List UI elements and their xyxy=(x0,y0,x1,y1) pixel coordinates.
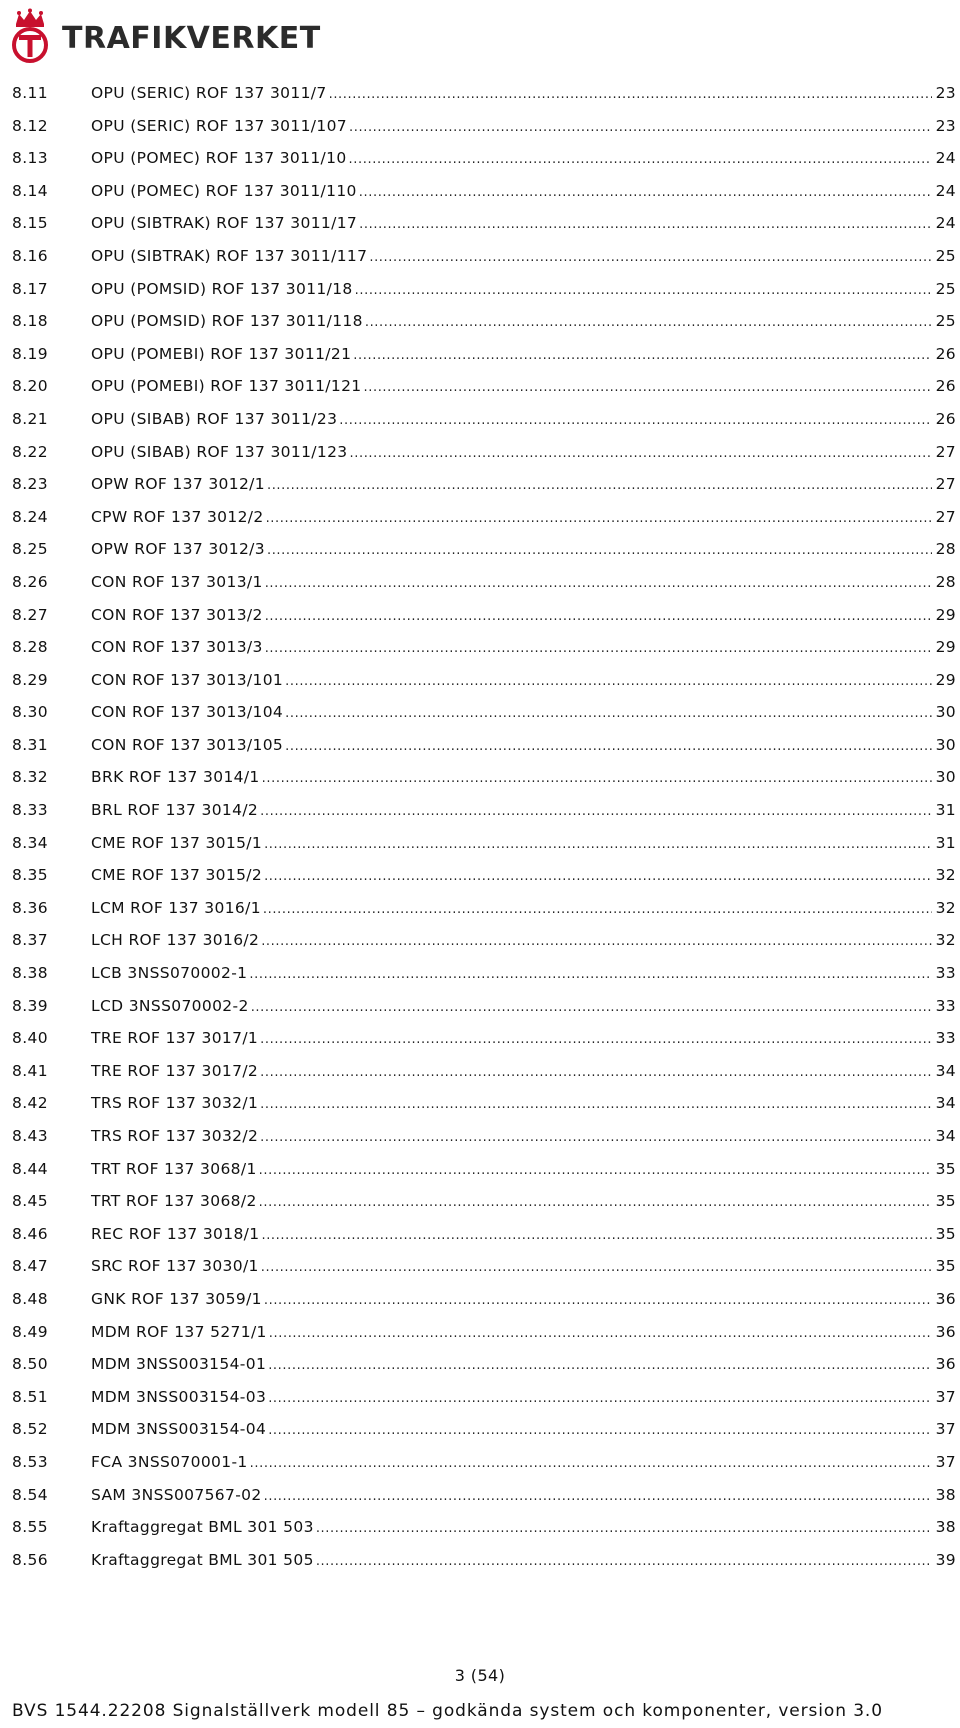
page-indicator: 3 (54) xyxy=(454,1666,506,1685)
toc-entry-title: SRC ROF 137 3030/1 xyxy=(91,1257,259,1276)
toc-entry-page: 33 xyxy=(935,996,956,1015)
toc-entry[interactable] xyxy=(12,1127,956,1160)
toc-entry-title: OPU (SIBAB) ROF 137 3011/123 xyxy=(91,442,348,461)
toc-dot-leader xyxy=(266,508,932,526)
toc-entry-number: 8.22 xyxy=(12,442,48,461)
toc-entry-page: 31 xyxy=(935,833,956,852)
toc-entry-title: GNK ROF 137 3059/1 xyxy=(91,1289,262,1308)
toc-entry-title: OPU (POMSID) ROF 137 3011/18 xyxy=(91,279,353,298)
toc-entry-title: OPU (POMSID) ROF 137 3011/118 xyxy=(91,312,363,331)
toc-entry-title: OPU (SIBAB) ROF 137 3011/23 xyxy=(91,409,338,428)
toc-entry-page: 32 xyxy=(935,931,956,950)
toc-entry[interactable] xyxy=(12,410,956,443)
toc-entry-number: 8.48 xyxy=(12,1289,48,1308)
toc-entry-title: TRE ROF 137 3017/2 xyxy=(91,1061,259,1080)
toc-entry[interactable] xyxy=(12,84,956,117)
toc-entry-number: 8.15 xyxy=(12,214,48,233)
toc-entry-page: 25 xyxy=(935,312,956,331)
toc-entry-page: 37 xyxy=(935,1387,956,1406)
toc-entry[interactable] xyxy=(12,866,956,899)
toc-entry[interactable] xyxy=(12,606,956,639)
toc-entry-page: 27 xyxy=(935,507,956,526)
toc-entry-title: BRL ROF 137 3014/2 xyxy=(91,801,259,820)
toc-entry-title: LCD 3NSS070002-2 xyxy=(91,996,249,1015)
toc-entry-page: 38 xyxy=(935,1518,956,1537)
toc-entry-page: 34 xyxy=(935,1127,956,1145)
toc-entry[interactable] xyxy=(12,117,956,150)
toc-entry-number: 8.30 xyxy=(12,703,48,722)
toc-entry-number: 8.47 xyxy=(12,1257,48,1276)
toc-entry-page: 29 xyxy=(935,638,956,657)
toc-entry-number: 8.37 xyxy=(12,931,48,950)
toc-entry-title: TRS ROF 137 3032/2 xyxy=(91,1127,259,1145)
toc-entry-number: 8.45 xyxy=(12,1192,48,1211)
toc-entry-page: 23 xyxy=(935,84,956,102)
toc-entry-page: 35 xyxy=(935,1224,956,1243)
toc-entry-number: 8.54 xyxy=(12,1485,48,1504)
toc-dot-leader xyxy=(365,312,932,330)
toc-dot-leader xyxy=(285,703,931,721)
toc-entry-page: 35 xyxy=(935,1192,956,1211)
toc-entry-number: 8.18 xyxy=(12,312,48,331)
toc-entry[interactable] xyxy=(12,997,956,1030)
toc-entry-page: 32 xyxy=(935,898,956,917)
toc-entry[interactable] xyxy=(12,768,956,801)
toc-entry-number: 8.17 xyxy=(12,279,48,298)
toc-entry[interactable] xyxy=(12,1486,956,1519)
toc-dot-leader xyxy=(262,768,932,786)
toc-dot-leader xyxy=(364,377,932,395)
toc-entry[interactable] xyxy=(12,1094,956,1127)
table-of-contents xyxy=(12,84,956,1583)
toc-entry-page: 38 xyxy=(935,1485,956,1504)
toc-entry[interactable] xyxy=(12,573,956,606)
toc-dot-leader xyxy=(260,1062,931,1080)
toc-entry-title: CON ROF 137 3013/105 xyxy=(91,735,284,754)
toc-dot-leader xyxy=(265,573,932,591)
toc-dot-leader xyxy=(261,1225,931,1243)
toc-dot-leader xyxy=(353,345,931,363)
toc-entry-title: CON ROF 137 3013/101 xyxy=(91,670,284,689)
toc-entry-number: 8.28 xyxy=(12,638,48,657)
toc-entry-number: 8.31 xyxy=(12,735,48,754)
toc-entry-number: 8.11 xyxy=(12,84,48,102)
toc-dot-leader xyxy=(359,214,931,232)
toc-entry[interactable] xyxy=(12,443,956,476)
toc-entry-title: MDM ROF 137 5271/1 xyxy=(91,1322,267,1341)
toc-dot-leader xyxy=(349,149,932,167)
toc-entry-title: OPU (SERIC) ROF 137 3011/7 xyxy=(91,84,327,102)
toc-entry-page: 26 xyxy=(935,377,956,396)
toc-entry-page: 26 xyxy=(935,409,956,428)
toc-entry-title: FCA 3NSS070001-1 xyxy=(91,1452,248,1471)
toc-entry-page: 36 xyxy=(935,1355,956,1374)
toc-entry[interactable] xyxy=(12,1420,956,1453)
toc-entry-title: MDM 3NSS003154-01 xyxy=(91,1355,267,1374)
toc-entry-title: TRS ROF 137 3032/1 xyxy=(91,1094,259,1113)
toc-entry[interactable] xyxy=(12,1518,956,1551)
toc-entry-page: 25 xyxy=(935,279,956,298)
toc-entry-number: 8.36 xyxy=(12,898,48,917)
toc-entry-number: 8.40 xyxy=(12,1029,48,1048)
toc-entry-page: 34 xyxy=(935,1094,956,1113)
toc-entry-number: 8.44 xyxy=(12,1159,48,1178)
toc-dot-leader xyxy=(316,1518,932,1536)
toc-entry-page: 23 xyxy=(935,116,956,135)
toc-entry[interactable] xyxy=(12,1062,956,1095)
toc-entry[interactable] xyxy=(12,931,956,964)
toc-entry[interactable] xyxy=(12,540,956,573)
toc-entry-page: 37 xyxy=(935,1452,956,1471)
toc-dot-leader xyxy=(264,866,931,884)
toc-entry[interactable] xyxy=(12,280,956,313)
toc-entry-page: 35 xyxy=(935,1257,956,1276)
toc-entry[interactable] xyxy=(12,312,956,345)
toc-entry-number: 8.33 xyxy=(12,801,48,820)
toc-entry-page: 35 xyxy=(935,1159,956,1178)
toc-entry[interactable] xyxy=(12,1290,956,1323)
toc-entry-number: 8.55 xyxy=(12,1518,48,1537)
toc-entry-page: 28 xyxy=(935,572,956,591)
toc-entry-title: LCM ROF 137 3016/1 xyxy=(91,898,261,917)
toc-dot-leader xyxy=(316,1551,932,1569)
toc-entry-title: OPU (SIBTRAK) ROF 137 3011/117 xyxy=(91,246,368,265)
toc-entry-page: 25 xyxy=(935,246,956,265)
toc-dot-leader xyxy=(260,1029,931,1047)
toc-entry[interactable] xyxy=(12,214,956,247)
toc-entry[interactable] xyxy=(12,1355,956,1388)
toc-entry[interactable] xyxy=(12,182,956,215)
toc-entry-page: 29 xyxy=(935,670,956,689)
toc-entry-page: 24 xyxy=(935,181,956,200)
toc-dot-leader xyxy=(269,1323,932,1341)
toc-entry-number: 8.53 xyxy=(12,1452,48,1471)
toc-entry-number: 8.13 xyxy=(12,149,48,168)
toc-entry-number: 8.12 xyxy=(12,116,48,135)
toc-entry-number: 8.41 xyxy=(12,1061,48,1080)
toc-dot-leader xyxy=(251,997,932,1015)
toc-entry-title: CON ROF 137 3013/104 xyxy=(91,703,284,722)
toc-entry-number: 8.25 xyxy=(12,540,48,559)
toc-entry-title: CPW ROF 137 3012/2 xyxy=(91,507,264,526)
toc-dot-leader xyxy=(267,540,932,558)
trafikverket-logo-icon xyxy=(8,8,52,64)
toc-dot-leader xyxy=(260,801,931,819)
toc-dot-leader xyxy=(264,834,931,852)
toc-entry-number: 8.42 xyxy=(12,1094,48,1113)
toc-entry[interactable] xyxy=(12,377,956,410)
toc-entry-number: 8.51 xyxy=(12,1387,48,1406)
toc-entry-title: OPW ROF 137 3012/1 xyxy=(91,475,265,494)
toc-entry[interactable] xyxy=(12,345,956,378)
toc-entry-title: OPU (SERIC) ROF 137 3011/107 xyxy=(91,116,348,135)
toc-entry-title: OPU (POMEBI) ROF 137 3011/121 xyxy=(91,377,362,396)
toc-entry-page: 31 xyxy=(935,801,956,820)
toc-entry[interactable] xyxy=(12,964,956,997)
toc-dot-leader xyxy=(268,1420,931,1438)
toc-dot-leader xyxy=(268,1388,931,1406)
toc-entry-page: 30 xyxy=(935,735,956,754)
toc-entry-title: Kraftaggregat BML 301 505 xyxy=(91,1550,314,1569)
toc-dot-leader xyxy=(359,182,932,200)
toc-dot-leader xyxy=(259,1160,932,1178)
toc-entry-number: 8.38 xyxy=(12,964,48,983)
toc-entry-number: 8.46 xyxy=(12,1224,48,1243)
toc-entry[interactable] xyxy=(12,1551,956,1584)
toc-entry-number: 8.52 xyxy=(12,1420,48,1439)
toc-entry-page: 34 xyxy=(935,1061,956,1080)
toc-entry[interactable] xyxy=(12,1192,956,1225)
toc-entry-page: 30 xyxy=(935,768,956,787)
toc-entry-title: MDM 3NSS003154-04 xyxy=(91,1420,267,1439)
toc-entry-title: OPU (POMEC) ROF 137 3011/110 xyxy=(91,181,357,200)
toc-entry[interactable] xyxy=(12,899,956,932)
toc-dot-leader xyxy=(265,606,932,624)
toc-entry-title: OPW ROF 137 3012/3 xyxy=(91,540,265,559)
toc-entry-title: OPU (SIBTRAK) ROF 137 3011/17 xyxy=(91,214,358,233)
toc-entry-title: CON ROF 137 3013/2 xyxy=(91,605,263,624)
toc-entry[interactable] xyxy=(12,1029,956,1062)
toc-entry[interactable] xyxy=(12,1323,956,1356)
toc-entry-page: 33 xyxy=(935,1029,956,1048)
toc-entry-number: 8.19 xyxy=(12,344,48,363)
toc-entry-title: MDM 3NSS003154-03 xyxy=(91,1387,267,1406)
toc-dot-leader xyxy=(329,84,932,102)
toc-entry-page: 24 xyxy=(935,149,956,168)
toc-dot-leader xyxy=(261,1257,932,1275)
toc-entry-page: 33 xyxy=(935,964,956,983)
toc-dot-leader xyxy=(267,475,932,493)
toc-entry-number: 8.34 xyxy=(12,833,48,852)
toc-entry[interactable] xyxy=(12,475,956,508)
brand-name: TRAFIKVERKET xyxy=(62,21,321,56)
toc-dot-leader xyxy=(339,410,931,428)
toc-entry-title: CON ROF 137 3013/1 xyxy=(91,572,263,591)
toc-dot-leader xyxy=(349,117,932,135)
toc-entry[interactable] xyxy=(12,1453,956,1486)
toc-entry[interactable] xyxy=(12,638,956,671)
toc-entry-title: CON ROF 137 3013/3 xyxy=(91,638,263,657)
toc-entry[interactable] xyxy=(12,736,956,769)
toc-entry-page: 32 xyxy=(935,866,956,885)
toc-entry-page: 27 xyxy=(935,475,956,494)
toc-entry-number: 8.23 xyxy=(12,475,48,494)
toc-dot-leader xyxy=(285,671,931,689)
toc-entry-page: 36 xyxy=(935,1289,956,1308)
toc-entry-number: 8.29 xyxy=(12,670,48,689)
toc-entry-title: BRK ROF 137 3014/1 xyxy=(91,768,260,787)
toc-entry-page: 26 xyxy=(935,344,956,363)
toc-entry-title: OPU (POMEBI) ROF 137 3011/21 xyxy=(91,344,352,363)
toc-entry[interactable] xyxy=(12,149,956,182)
toc-entry[interactable] xyxy=(12,1388,956,1421)
toc-dot-leader xyxy=(264,1486,932,1504)
toc-entry-title: CME ROF 137 3015/1 xyxy=(91,833,263,852)
toc-dot-leader xyxy=(285,736,931,754)
toc-entry-number: 8.35 xyxy=(12,866,48,885)
toc-entry-page: 24 xyxy=(935,214,956,233)
toc-entry-title: REC ROF 137 3018/1 xyxy=(91,1224,260,1243)
toc-entry-title: LCH ROF 137 3016/2 xyxy=(91,931,260,950)
toc-entry-page: 27 xyxy=(935,442,956,461)
toc-entry-number: 8.39 xyxy=(12,996,48,1015)
toc-dot-leader xyxy=(249,964,931,982)
toc-entry-page: 30 xyxy=(935,703,956,722)
toc-entry-number: 8.43 xyxy=(12,1127,48,1145)
toc-entry-title: Kraftaggregat BML 301 503 xyxy=(91,1518,314,1537)
toc-entry-number: 8.20 xyxy=(12,377,48,396)
toc-dot-leader xyxy=(263,899,932,917)
toc-dot-leader xyxy=(350,443,932,461)
toc-entry[interactable] xyxy=(12,834,956,867)
toc-dot-leader xyxy=(260,1127,931,1145)
toc-entry[interactable] xyxy=(12,247,956,280)
toc-entry-title: OPU (POMEC) ROF 137 3011/10 xyxy=(91,149,347,168)
toc-entry-page: 36 xyxy=(935,1322,956,1341)
page-header xyxy=(8,6,321,66)
toc-entry-number: 8.14 xyxy=(12,181,48,200)
toc-entry-number: 8.21 xyxy=(12,409,48,428)
toc-entry-title: TRT ROF 137 3068/1 xyxy=(91,1159,257,1178)
toc-entry-title: LCB 3NSS070002-1 xyxy=(91,964,248,983)
toc-entry-title: CME ROF 137 3015/2 xyxy=(91,866,263,885)
toc-entry-number: 8.56 xyxy=(12,1550,48,1569)
toc-dot-leader xyxy=(260,1094,931,1112)
toc-entry[interactable] xyxy=(12,508,956,541)
toc-entry[interactable] xyxy=(12,1225,956,1258)
toc-entry-page: 39 xyxy=(935,1550,956,1569)
toc-entry-page: 37 xyxy=(935,1420,956,1439)
toc-dot-leader xyxy=(264,1290,932,1308)
toc-entry-number: 8.27 xyxy=(12,605,48,624)
toc-entry-number: 8.32 xyxy=(12,768,48,787)
toc-dot-leader xyxy=(261,931,931,949)
toc-dot-leader xyxy=(268,1355,931,1373)
toc-dot-leader xyxy=(369,247,931,265)
toc-entry[interactable] xyxy=(12,671,956,704)
toc-entry-page: 28 xyxy=(935,540,956,559)
toc-entry-page: 29 xyxy=(935,605,956,624)
toc-dot-leader xyxy=(265,638,932,656)
toc-entry[interactable] xyxy=(12,1160,956,1193)
toc-entry[interactable] xyxy=(12,703,956,736)
toc-entry-number: 8.16 xyxy=(12,246,48,265)
document-footer: BVS 1544.22208 Signalställverk modell 85 – godkända system och komponenter, version 3.0 xyxy=(12,1701,883,1721)
toc-entry-number: 8.26 xyxy=(12,572,48,591)
toc-entry-number: 8.50 xyxy=(12,1355,48,1374)
toc-dot-leader xyxy=(250,1453,932,1471)
toc-entry-title: TRT ROF 137 3068/2 xyxy=(91,1192,257,1211)
toc-entry-title: TRE ROF 137 3017/1 xyxy=(91,1029,259,1048)
toc-dot-leader xyxy=(355,280,932,298)
toc-entry-number: 8.24 xyxy=(12,507,48,526)
toc-entry-number: 8.49 xyxy=(12,1322,48,1341)
toc-entry[interactable] xyxy=(12,801,956,834)
toc-entry[interactable] xyxy=(12,1257,956,1290)
toc-entry-title: SAM 3NSS007567-02 xyxy=(91,1485,262,1504)
toc-dot-leader xyxy=(259,1192,932,1210)
